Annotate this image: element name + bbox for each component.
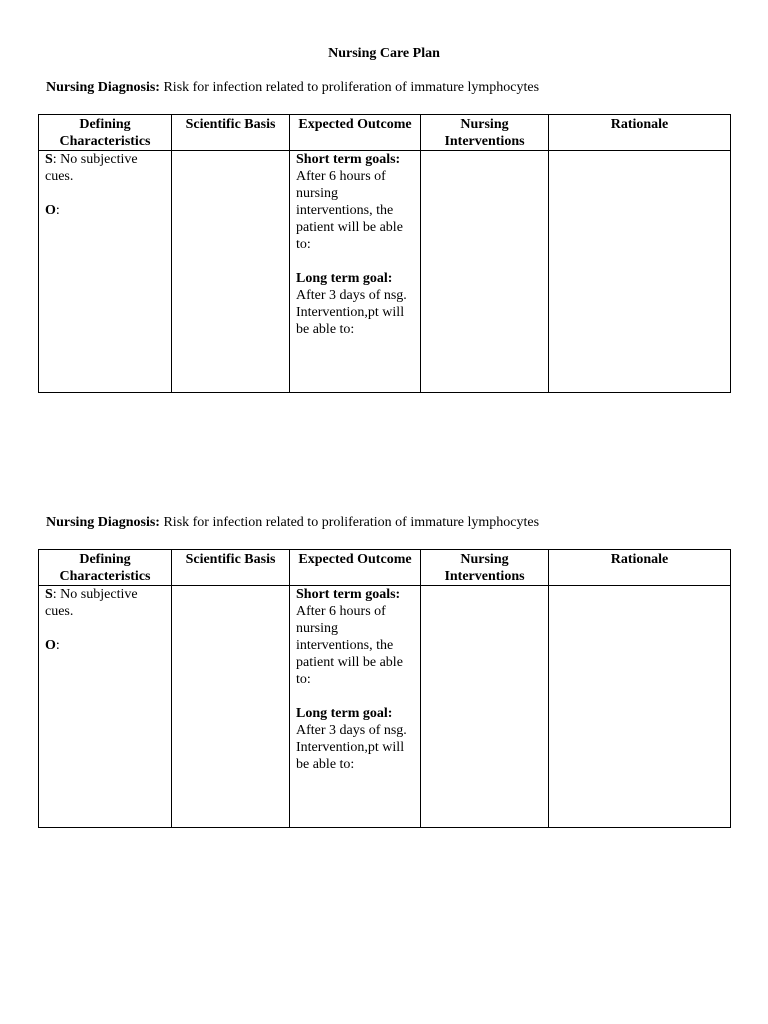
scientific-basis-cell bbox=[172, 586, 290, 828]
header-rationale: Rationale bbox=[549, 115, 731, 151]
table-header-row bbox=[39, 550, 731, 586]
defining-characteristics-cell bbox=[39, 586, 172, 828]
page-title: Nursing Care Plan bbox=[328, 46, 440, 61]
short-term-goals-text: After 6 hours of nursing interventions, the patient will be able to: bbox=[296, 604, 403, 687]
objective-cues bbox=[45, 202, 165, 219]
long-term-goal-label: Long term goal: bbox=[296, 706, 393, 721]
subjective-text: : No subjective cues. bbox=[45, 152, 138, 184]
diagnosis-label: Nursing Diagnosis: bbox=[46, 80, 160, 95]
long-term-goal-label: Long term goal: bbox=[296, 271, 393, 286]
header-nursing-interventions: Nursing Interventions bbox=[421, 550, 549, 586]
defining-characteristics-cell bbox=[39, 151, 172, 393]
objective-label: O bbox=[45, 203, 56, 218]
header-expected-outcome: Expected Outcome bbox=[290, 550, 421, 586]
rationale-cell bbox=[549, 586, 731, 828]
care-plan-table bbox=[38, 549, 731, 828]
rationale-cell bbox=[549, 151, 731, 393]
header-defining-characteristics: Defining Characteristics bbox=[39, 115, 172, 151]
care-plan-table bbox=[38, 114, 731, 393]
nursing-diagnosis bbox=[46, 514, 539, 531]
header-defining-characteristics: Defining Characteristics bbox=[39, 550, 172, 586]
header-expected-outcome: Expected Outcome bbox=[290, 115, 421, 151]
diagnosis-label: Nursing Diagnosis: bbox=[46, 515, 160, 530]
header-scientific-basis: Scientific Basis bbox=[172, 115, 290, 151]
scientific-basis-cell bbox=[172, 151, 290, 393]
short-term-goals-label: Short term goals: bbox=[296, 152, 401, 167]
long-term-goal-text: After 3 days of nsg. Intervention,pt will be able to: bbox=[296, 288, 407, 337]
expected-outcome-cell bbox=[290, 586, 421, 828]
table-row bbox=[39, 151, 731, 393]
long-term-goal-text: After 3 days of nsg. Intervention,pt will be able to: bbox=[296, 723, 407, 772]
subjective-text: : No subjective cues. bbox=[45, 587, 138, 619]
diagnosis-text: Risk for infection related to proliferation of immature lymphocytes bbox=[159, 515, 540, 530]
nursing-interventions-cell bbox=[421, 151, 549, 393]
objective-text: : bbox=[55, 638, 60, 653]
table-row bbox=[39, 586, 731, 828]
header-nursing-interventions: Nursing Interventions bbox=[421, 115, 549, 151]
objective-cues bbox=[45, 637, 165, 654]
nursing-diagnosis bbox=[46, 79, 539, 96]
header-rationale: Rationale bbox=[549, 550, 731, 586]
subjective-cues bbox=[45, 151, 165, 185]
subjective-label: S bbox=[45, 152, 53, 167]
short-term-goals-label: Short term goals: bbox=[296, 587, 401, 602]
table-header-row bbox=[39, 115, 731, 151]
subjective-label: S bbox=[45, 587, 53, 602]
expected-outcome-cell bbox=[290, 151, 421, 393]
subjective-cues bbox=[45, 586, 165, 620]
header-scientific-basis: Scientific Basis bbox=[172, 550, 290, 586]
diagnosis-text: Risk for infection related to proliferation of immature lymphocytes bbox=[159, 80, 540, 95]
objective-label: O bbox=[45, 638, 56, 653]
nursing-interventions-cell bbox=[421, 586, 549, 828]
short-term-goals-text: After 6 hours of nursing interventions, the patient will be able to: bbox=[296, 169, 403, 252]
objective-text: : bbox=[55, 203, 60, 218]
